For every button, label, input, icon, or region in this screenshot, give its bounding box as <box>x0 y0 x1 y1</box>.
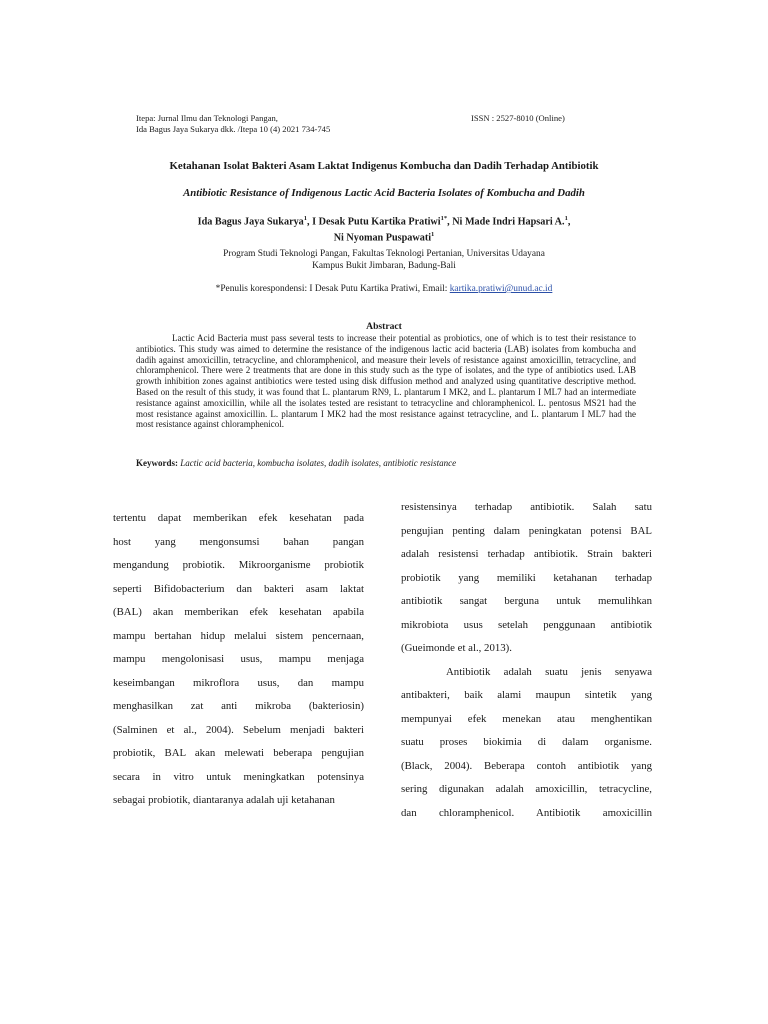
keywords <box>136 458 636 468</box>
issn: ISSN : 2527-8010 (Online) <box>471 113 565 123</box>
correspondence-label: *Penulis korespondensi: I Desak Putu Kartika Pratiwi, Email: <box>215 284 448 294</box>
author-name: Ida Bagus Jaya Sukarya <box>197 216 304 228</box>
body-line: antibiotik sangat berguna untuk memulihkan <box>401 595 652 607</box>
body-line: mempunyai efek menekan atau menghentikan <box>401 712 652 725</box>
author-affiliation-mark: 1* <box>440 215 448 222</box>
author-list: Ida Bagus Jaya Sukarya$^1$, I Desak Putu Kartika Pratiwi$^{1*}$, Ni Made Indri Hapsari A.$^1$, Ni Nyoman Puspawati$^1$ <box>197 215 571 244</box>
body-line: resistensinya terhadap antibiotik. Salah satu <box>401 501 652 513</box>
author-affiliation-mark: 1 <box>303 215 308 222</box>
abstract-text <box>136 333 636 430</box>
body-line: dan chloramphenicol. Antibiotik amoxicillin <box>401 806 652 819</box>
body-line: sering digunakan adalah amoxicillin, tetracycline, <box>401 783 652 795</box>
body-line: mikrobiota usus setelah penggunaan antibiotik <box>401 618 652 631</box>
body-line: probiotik, BAL akan melewati beberapa pengujian <box>113 747 364 759</box>
author-name: Ni Made Indri Hapsari A. <box>452 216 565 228</box>
correspondence <box>130 284 638 294</box>
body-line: seperti Bifidobacterium dan bakteri asam laktat <box>113 582 364 595</box>
body-line: (Salminen et al., 2004). Sebelum menjadi bakteri <box>113 723 364 736</box>
body-line: mampu mengolonisasi usus, mampu menjaga <box>113 653 364 665</box>
author-name: I Desak Putu Kartika Pratiwi <box>312 216 441 228</box>
body-line: keseimbangan mikroflora usus, dan mampu <box>113 676 364 689</box>
author-name: Ni Nyoman Puspawati <box>333 232 432 244</box>
abstract-heading: Abstract <box>366 321 402 332</box>
journal-name: Itepa: Jurnal Ilmu dan Teknologi Pangan, <box>136 113 278 123</box>
keywords-value: Lactic acid bacteria, kombucha isolates, dadih isolates, antibiotic resistance <box>180 458 457 468</box>
body-line: host yang mengonsumsi bahan pangan <box>113 535 364 548</box>
body-line: (Black, 2004). Beberapa contoh antibiotik yang <box>401 759 652 772</box>
body-line: (Gueimonde et al., 2013). <box>401 642 512 654</box>
body-line: sebagai probiotik, diantaranya adalah uji ketahanan <box>113 794 335 806</box>
affiliation-line: Program Studi Teknologi Pangan, Fakultas Teknologi Pertanian, Universitas Udayana <box>223 249 545 259</box>
body-line: (BAL) akan memberikan efek kesehatan apabila <box>113 606 364 618</box>
paper-subtitle: Antibiotic Resistance of Indigenous Lactic Acid Bacteria Isolates of Kombucha and Dadih <box>183 187 585 199</box>
author-affiliation-mark: 1 <box>564 215 568 222</box>
body-line: antibakteri, baik alami maupun sintetik yang <box>401 689 652 701</box>
body-line: suatu proses biokimia di dalam organisme. <box>401 736 652 748</box>
paper-title: Ketahanan Isolat Bakteri Asam Laktat Indigenus Kombucha dan Dadih Terhadap Antibiotik <box>169 160 599 172</box>
body-column-left <box>113 507 364 813</box>
affiliation <box>130 249 638 272</box>
email-link[interactable]: kartika.pratiwi@unud.ac.id <box>449 284 553 294</box>
author-affiliation-mark: 1 <box>431 231 435 239</box>
body-line: menghasilkan zat anti mikroba (bakteriosin) <box>113 700 364 712</box>
body-line: pengujian penting dalam peningkatan potensi BAL <box>401 524 652 537</box>
body-line: secara in vitro untuk meningkatkan potensinya <box>113 770 364 783</box>
abstract-body: Lactic Acid Bacteria must pass several tests to increase their potential as probiotics, one of which is to test their resistance to antibiotics. This study was aimed to determine the resistance of the indigenous lactic acid bacteria (LAB) isolates from kombucha and dadih against amoxicillin, tetracycline, and chloramphenicol, and measure their levels of resistance against amoxicillin, tetracycline, and chloramphenicol. There were 2 treatments that are done in this study such as the type of isolates, and the type of antibiotics used. LAB growth inhibition zones against antibiotics were tested using disk diffusion method and analyzed using quantitative descriptive method. Based on the result of this study, it was found that L. plantarum RN9, L. plantarum I MK2, and L. plantarum I ML7 had an intermediate resistance against amoxicillin, while all the isolates tested are resistant to tetracycline and chloramphenicol. L. pentosus MS21 had the most resistance against amoxicillin. L. plantarum I MK2 had the most resistance against tetracycline, and L. plantarum I ML7 had the most resistance against chloramphenicol. <box>136 333 636 430</box>
body-column-right <box>401 496 652 825</box>
body-line: probiotik yang memiliki ketahanan terhadap <box>401 571 652 584</box>
body-line: mengandung probiotik. Mikroorganisme probiotik <box>113 559 364 571</box>
body-line: tertentu dapat memberikan efek kesehatan pada <box>113 512 364 524</box>
body-line: adalah resistensi terhadap antibiotik. Strain bakteri <box>401 548 652 560</box>
affiliation-line: Kampus Bukit Jimbaran, Badung-Bali <box>312 260 456 271</box>
keywords-label: Keywords: <box>136 458 178 468</box>
body-line: Antibiotik adalah suatu jenis senyawa <box>446 665 652 678</box>
body-line: mampu bertahan hidup melalui sistem pencernaan, <box>113 629 364 642</box>
journal-citation: Ida Bagus Jaya Sukarya dkk. /Itepa 10 (4) 2021 734-745 <box>136 124 331 134</box>
journal-header <box>136 113 330 135</box>
